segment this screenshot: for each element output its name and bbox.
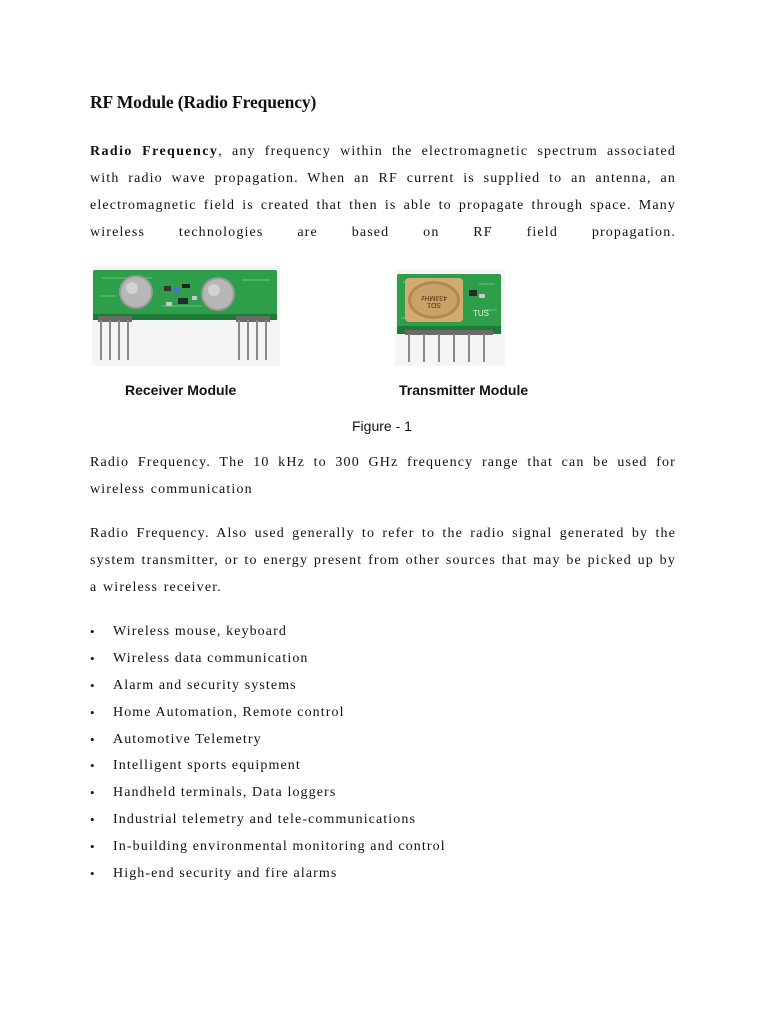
list-item (90, 861, 446, 888)
list-item-text: In-building environmental monitoring and control (113, 839, 446, 855)
list-item (90, 673, 446, 700)
list-item (90, 753, 446, 780)
list-item-text: Industrial telemetry and tele-communications (113, 812, 417, 828)
radio-signal-paragraph: Radio Frequency. Also used generally to refer to the radio signal generated by the system transmitter, or to energy present from other sources that may be picked up by a wireless receiver. (90, 526, 676, 595)
chip-text-line2: SD1 (427, 301, 441, 308)
board-silkscreen-text: TUS (473, 309, 489, 318)
list-item (90, 700, 446, 727)
figure-label: Figure - 1 (352, 418, 412, 434)
bullet-icon: • (90, 704, 96, 720)
list-item-text: Handheld terminals, Data loggers (113, 785, 337, 801)
list-item-text: High-end security and fire alarms (113, 866, 338, 882)
list-item-text: Wireless mouse, keyboard (113, 624, 287, 639)
bullet-icon: • (90, 624, 96, 639)
bullet-icon: • (90, 731, 96, 747)
intro-paragraph (90, 138, 676, 246)
bullet-icon: • (90, 758, 96, 774)
bullet-icon: • (90, 812, 96, 828)
transmitter-caption: Transmitter Module (399, 382, 529, 398)
transmitter-module-image (395, 270, 505, 366)
intro-text: , any frequency within the electromagnetic spectrum associated with radio wave propagation. When an RF current is supplied to an antenna, an electromagnetic field is created that then is able to propagate through space. Many wireless technologies are based on RF field propagation. (90, 144, 676, 240)
chip-text-line1: 433MHz (420, 294, 448, 301)
list-item (90, 807, 446, 834)
intro-term: Radio Frequency (90, 144, 219, 159)
bullet-icon: • (90, 785, 96, 801)
list-item-text: Alarm and security systems (113, 677, 297, 693)
receiver-module-image (92, 266, 280, 366)
page-title: RF Module (Radio Frequency) (90, 92, 317, 112)
list-item (90, 619, 446, 646)
bullet-icon: • (90, 839, 96, 855)
receiver-caption: Receiver Module (125, 382, 237, 398)
list-item-text: Intelligent sports equipment (113, 758, 301, 774)
list-item-text: Home Automation, Remote control (113, 704, 345, 720)
list-item (90, 834, 446, 861)
list-item-text: Wireless data communication (113, 650, 309, 666)
bullet-icon: • (90, 650, 96, 666)
list-item-text: Automotive Telemetry (113, 731, 262, 747)
frequency-range-paragraph: Radio Frequency. The 10 kHz to 300 GHz frequency range that can be used for wireless communication (90, 455, 676, 497)
bullet-icon: • (90, 677, 96, 693)
applications-list (90, 619, 446, 888)
list-item (90, 727, 446, 754)
bullet-icon: • (90, 866, 96, 882)
list-item (90, 780, 446, 807)
list-item (90, 646, 446, 673)
